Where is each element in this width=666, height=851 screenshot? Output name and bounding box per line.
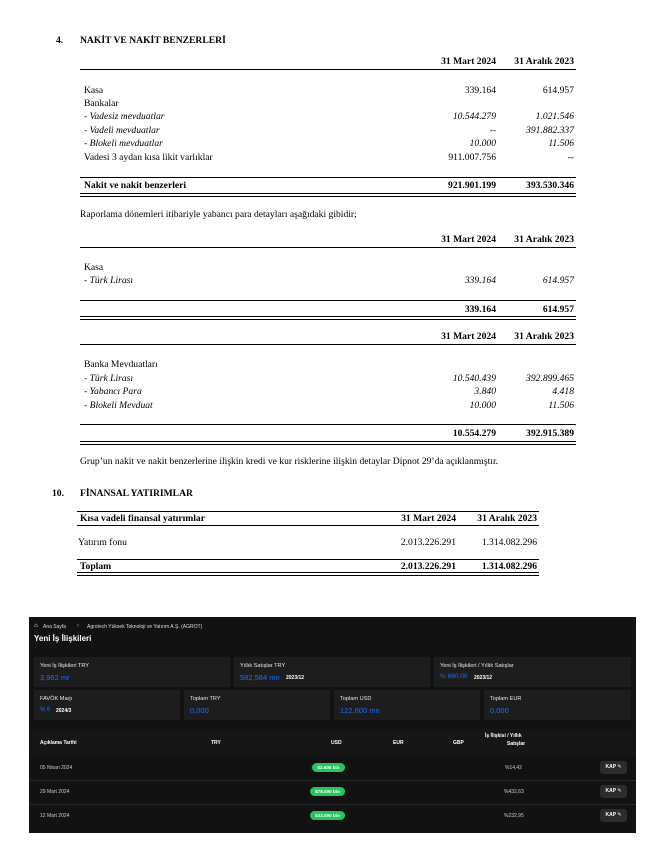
row-value: 10.540.439	[452, 373, 496, 384]
kasa-heading: Kasa	[84, 262, 104, 273]
total-top-rule	[77, 559, 539, 560]
row-date: 29 Mart 2024	[40, 789, 70, 795]
kpi-label: Yeni İş İlişkileri / Yıllık Satışlar	[440, 663, 514, 669]
kpi-label: Yeni İş İlişkileri TRY	[40, 663, 90, 669]
row-label: - Türk Lirası	[84, 275, 134, 286]
kap-label: KAP	[605, 764, 616, 770]
home-icon[interactable]: ⌂	[34, 623, 38, 629]
row-value: 11.506	[548, 138, 574, 149]
row-label: - Blokeli mevduatlar	[84, 138, 163, 149]
kpi-value: 0,000	[490, 706, 509, 715]
risk-note: Grup’un nakit ve nakit benzerlerine ilişkin kredi ve kur risklerine ilişkin detaylar Dipnot 29’da açıklanmıştır.	[80, 456, 499, 467]
header-top-rule	[77, 511, 539, 512]
th-usd[interactable]: USD	[331, 740, 342, 746]
kpi-card	[34, 690, 180, 720]
total-double-rule	[80, 316, 576, 320]
kpi-value: 0,000	[190, 706, 209, 715]
row-value: 339.164	[464, 85, 496, 96]
kpi-label: Toplam USD	[340, 696, 372, 702]
total-double-rule	[77, 572, 539, 576]
row-label: Vadesi 3 aydan kısa likit varlıklar	[84, 152, 213, 163]
kap-label: KAP	[605, 788, 616, 794]
usd-badge: $78.000 bin	[310, 787, 345, 796]
section4-title: NAKİT VE NAKİT BENZERLERİ	[80, 35, 226, 46]
row-value: 2.013.226.291	[400, 537, 456, 548]
row-ratio: %14,42	[505, 765, 522, 771]
new-business-panel	[29, 617, 636, 833]
th-try[interactable]: TRY	[211, 740, 221, 746]
row-ratio: %432,63	[504, 789, 524, 795]
total-top-rule	[80, 300, 576, 301]
row-value: 391.882.337	[526, 125, 574, 136]
bank-heading: Banka Mevduatları	[84, 359, 158, 370]
kpi-card	[434, 657, 631, 687]
usd-badge: $2.600 bin	[312, 763, 345, 772]
header-rule	[80, 69, 576, 70]
link-icon: ✎	[617, 812, 622, 818]
total-value: 392.915.389	[526, 428, 574, 439]
row-value: 614.957	[542, 275, 574, 286]
kpi-period: 2023/12	[474, 675, 493, 681]
breadcrumb-home[interactable]: Ana Sayfa	[43, 624, 67, 630]
usd-badge: $42.000 bin	[310, 811, 345, 820]
kpi-value: % 6	[40, 707, 51, 713]
breadcrumb-company[interactable]: Agrotech Yüksek Teknoloji ve Yatırım A.Ş. (AGROT)	[87, 624, 203, 630]
total-value: 614.957	[542, 304, 574, 315]
kpi-value: 3,962 mr	[40, 673, 70, 682]
table-row	[29, 756, 636, 781]
row-value: 10.544.279	[452, 111, 496, 122]
kpi-card	[484, 690, 631, 720]
total-value: 339.164	[464, 304, 496, 315]
row-value: 1.314.082.296	[481, 537, 537, 548]
chevron-right-icon: ›	[77, 623, 79, 629]
row-value: --	[489, 125, 496, 136]
kpi-value: 582,584 mn	[240, 673, 280, 682]
kpi-card	[34, 657, 230, 687]
col-header-2024: 31 Mart 2024	[441, 331, 496, 342]
table-row	[29, 780, 636, 805]
kpi-value: % 680,00	[440, 673, 468, 680]
row-ratio: %232,95	[504, 813, 524, 819]
row-date: 12 Mart 2024	[40, 813, 70, 819]
col-header-2023: 31 Aralık 2023	[514, 56, 574, 67]
link-icon: ✎	[617, 764, 622, 770]
row-value: 392.899.465	[526, 373, 574, 384]
kpi-period: 2024/3	[56, 708, 72, 714]
total-value: 393.530.346	[526, 180, 574, 191]
col-header-2023: 31 Aralık 2023	[514, 234, 574, 245]
header-rule	[80, 247, 576, 248]
panel-title: Yeni İş İlişkileri	[34, 634, 92, 643]
kpi-label: FAVÖK Marjı	[40, 696, 73, 702]
kpi-period: 2023/12	[286, 675, 305, 681]
section10-number: 10.	[52, 488, 64, 499]
row-label: - Blokeli Mevduat	[84, 400, 153, 411]
total-value: 921.901.199	[448, 180, 496, 191]
total-value: 10.554.279	[452, 428, 496, 439]
row-date: 05 Nisan 2024	[40, 765, 73, 771]
th-ratio-line1[interactable]: İş İlişkisi / Yıllık	[485, 733, 522, 739]
col-header-2024: 31 Mart 2024	[401, 513, 456, 524]
kpi-card	[184, 690, 330, 720]
fx-note: Raporlama dönemleri itibariyle yabancı para detayları aşağıdaki gibidir;	[80, 209, 357, 220]
row-label: Yatırım fonu	[78, 537, 127, 548]
kap-button[interactable]	[600, 761, 627, 774]
section4-number: 4.	[56, 35, 64, 46]
col-header-2024: 31 Mart 2024	[441, 56, 496, 67]
row-label: - Yabancı Para	[84, 386, 142, 397]
kap-button[interactable]	[600, 809, 627, 822]
row-label: Bankalar	[84, 98, 119, 109]
row-value: 11.506	[548, 400, 574, 411]
th-gbp[interactable]: GBP	[453, 740, 464, 746]
col-header-2024: 31 Mart 2024	[441, 234, 496, 245]
kap-label: KAP	[605, 812, 616, 818]
kpi-label: Toplam TRY	[190, 696, 221, 702]
total-label: Toplam	[80, 561, 112, 572]
fin-header: Kısa vadeli finansal yatırımlar	[80, 513, 205, 524]
row-value: 3.840	[474, 386, 496, 397]
row-value: 911.007.756	[448, 152, 496, 163]
row-value: 614.957	[542, 85, 574, 96]
row-value: 339.164	[464, 275, 496, 286]
total-top-rule	[80, 424, 576, 425]
total-value: 2.013.226.291	[400, 561, 456, 572]
row-label: - Türk Lirası	[84, 373, 134, 384]
row-label: Kasa	[84, 85, 104, 96]
kap-button[interactable]	[600, 785, 627, 798]
total-double-rule	[80, 441, 576, 445]
kpi-value: 122,600 mn	[340, 706, 380, 715]
row-value: 4.418	[552, 386, 574, 397]
total-value: 1.314.082.296	[481, 561, 537, 572]
col-header-2023: 31 Aralık 2023	[477, 513, 537, 524]
col-header-2023: 31 Aralık 2023	[514, 331, 574, 342]
header-rule	[77, 525, 539, 526]
th-ratio-line2[interactable]: Satışlar	[507, 741, 526, 747]
header-rule	[80, 344, 576, 345]
row-value: 10.000	[469, 400, 496, 411]
row-label: - Vadesiz mevduatlar	[84, 111, 165, 122]
section10-title: FİNANSAL YATIRIMLAR	[80, 488, 193, 499]
row-value: 10.000	[469, 138, 496, 149]
row-value: --	[567, 152, 574, 163]
table-row	[29, 804, 636, 828]
kpi-card	[234, 657, 430, 687]
link-icon: ✎	[617, 788, 622, 794]
row-value: 1.021.546	[535, 111, 574, 122]
kpi-label: Toplam EUR	[490, 696, 522, 702]
total-top-rule	[80, 177, 576, 178]
th-date[interactable]: Açıklama Tarihi	[40, 740, 77, 746]
total-double-rule	[80, 193, 576, 197]
row-label: - Vadeli mevduatlar	[84, 125, 160, 136]
kpi-card	[334, 690, 480, 720]
th-eur[interactable]: EUR	[393, 740, 404, 746]
total-label: Nakit ve nakit benzerleri	[84, 180, 187, 191]
kpi-label: Yıllık Satışlar TRY	[240, 663, 286, 669]
